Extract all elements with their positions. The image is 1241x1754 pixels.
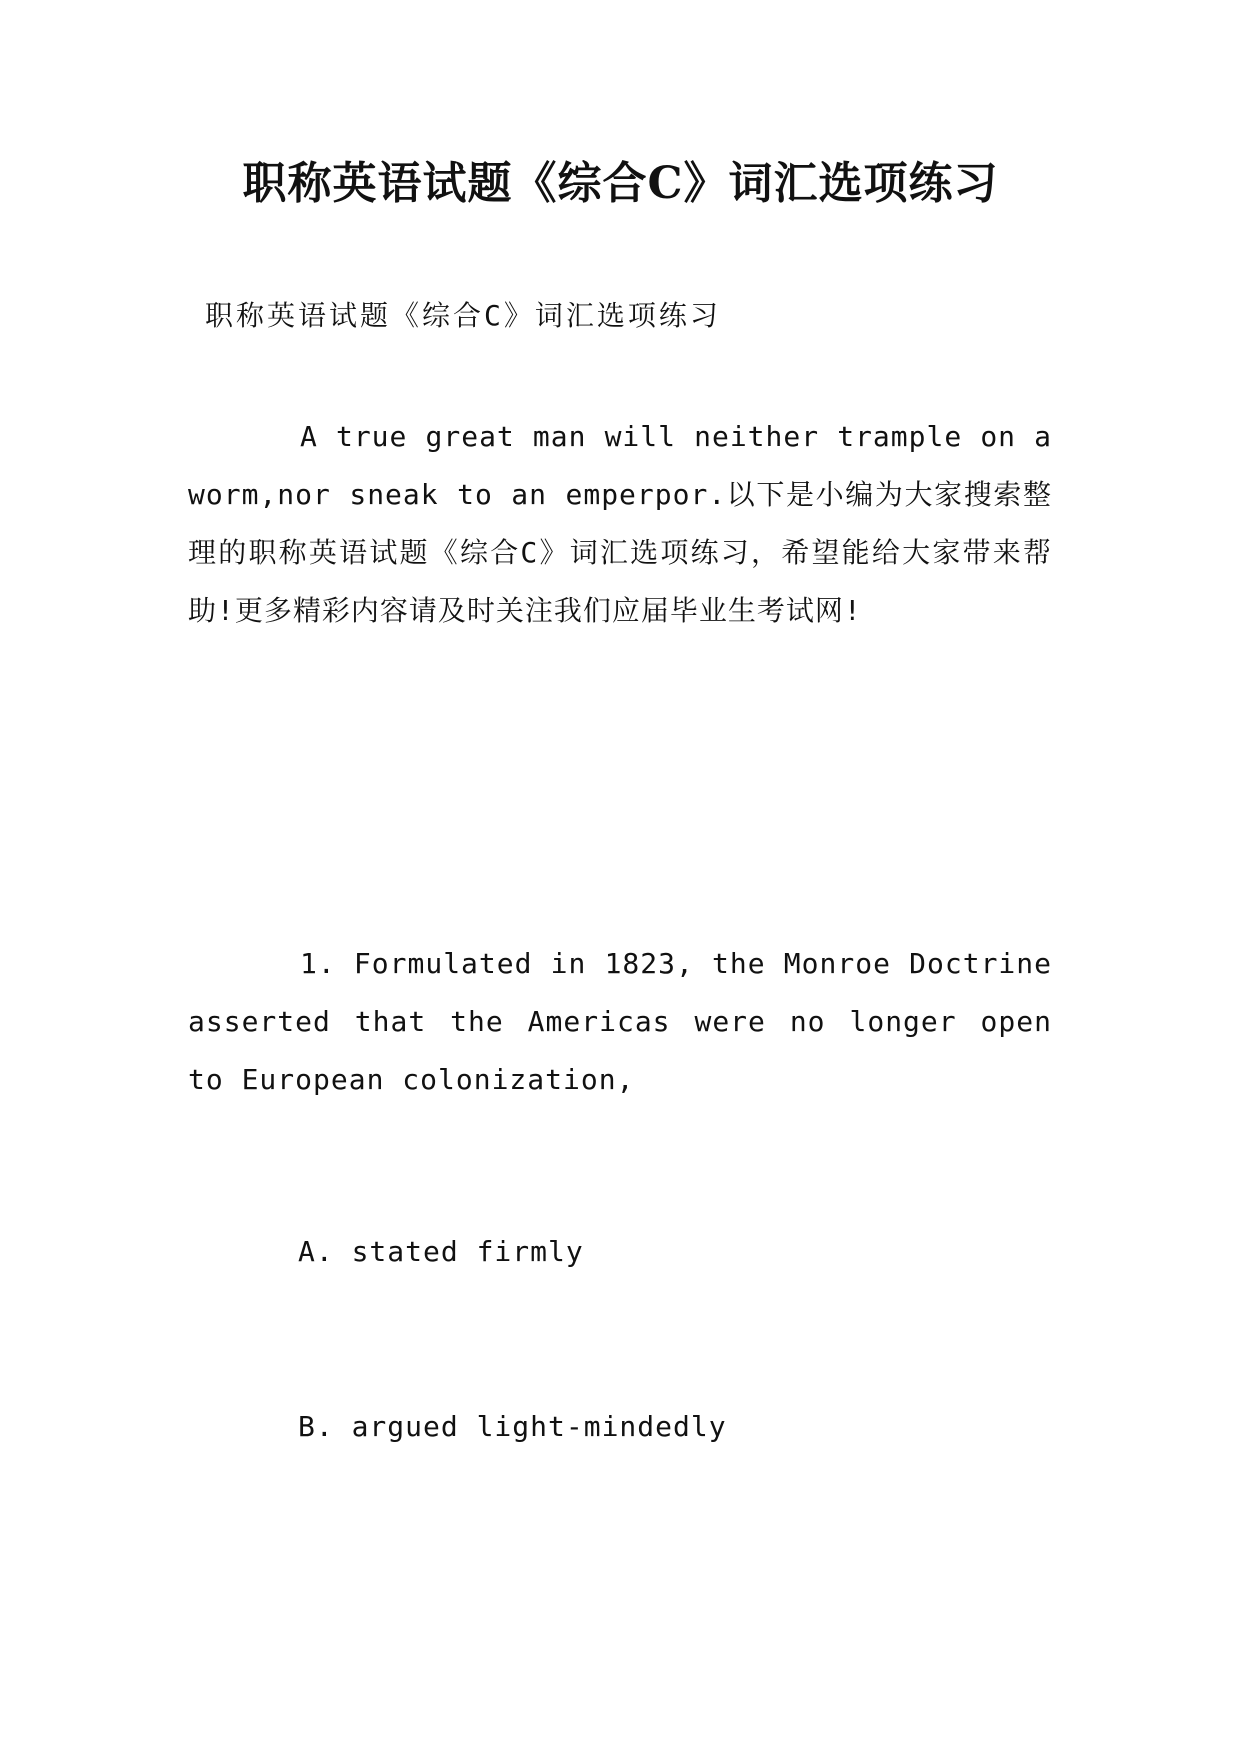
question-1: 1. Formulated in 1823, the Monroe Doctrine asserted that the Americas were no longer open to European colonization, bbox=[188, 947, 1052, 1096]
document-subtitle: 职称英语试题《综合C》词汇选项练习 bbox=[205, 299, 721, 332]
option-b: B. argued light-mindedly bbox=[298, 1410, 727, 1443]
intro-paragraph: A true great man will neither trample on a worm,nor sneak to an emperpor.以下是小编为大家搜索整理的职称英语试题《综合C》词汇选项练习，希望能给大家带来帮助!更多精彩内容请及时关注我们应届毕业生考试网! bbox=[188, 420, 1052, 627]
document-title: 职称英语试题《综合C》词汇选项练习 bbox=[242, 158, 999, 209]
option-a: A. stated firmly bbox=[298, 1235, 584, 1268]
